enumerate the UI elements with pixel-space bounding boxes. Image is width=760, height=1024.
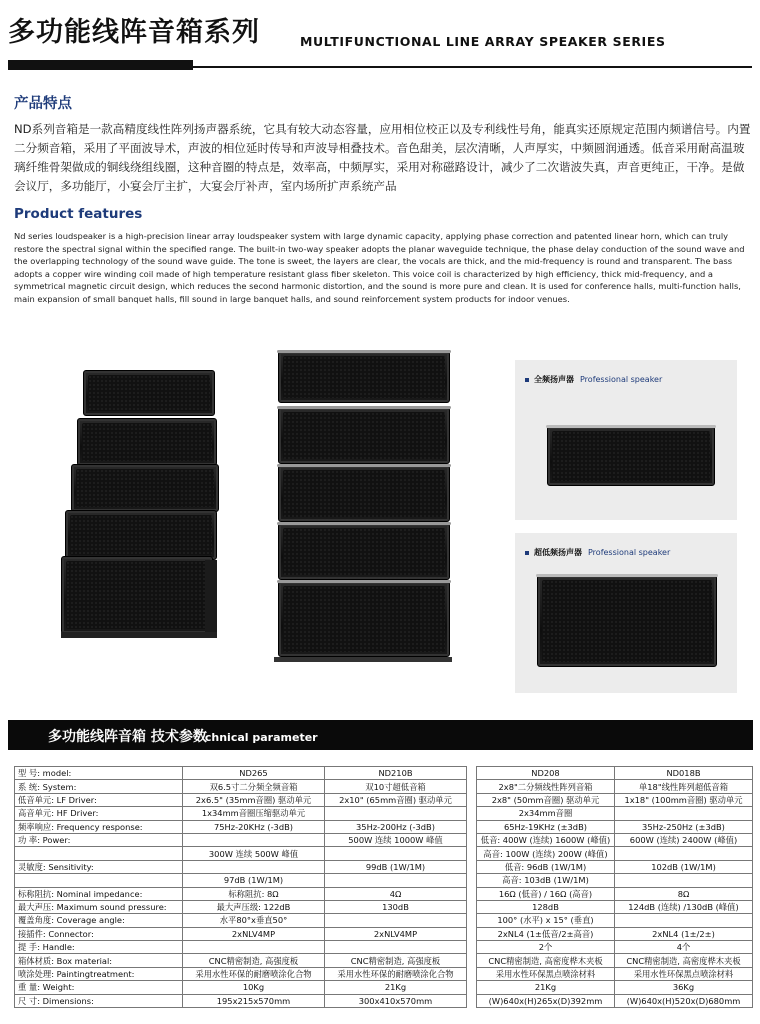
table-row	[15, 954, 467, 967]
spec-value-cell	[325, 914, 467, 927]
spec-value-cell: 75Hz-20KHz (-3dB)	[183, 820, 325, 833]
spec-value-cell	[615, 847, 753, 860]
full-range-speaker-image	[547, 426, 715, 486]
table-row	[477, 927, 753, 940]
spec-value-cell: 高音: 100W (连续) 200W (峰值)	[477, 847, 615, 860]
product-image-stack-left	[55, 360, 225, 650]
spec-value-cell: 35Hz-200Hz (-3dB)	[325, 820, 467, 833]
spec-value-cell: ND018B	[615, 767, 753, 780]
table-row	[15, 981, 467, 994]
spec-value-cell: 采用水性环保黑点喷涂材料	[477, 967, 615, 980]
title-underline-bar	[8, 60, 193, 70]
table-row	[477, 847, 753, 860]
spec-value-cell: CNC精密制造, 高强度板	[183, 954, 325, 967]
spec-value-cell	[325, 807, 467, 820]
full-range-speaker-label: 全频扬声器 Professional speaker	[525, 374, 662, 385]
spec-value-cell: 高音: 103dB (1W/1M)	[477, 874, 615, 887]
table-row	[15, 887, 467, 900]
spec-value-cell	[183, 941, 325, 954]
spec-header-cn: 多功能线阵音箱 技术参数	[48, 729, 207, 745]
spec-value-cell: 4个	[615, 941, 753, 954]
spec-value-cell: 16Ω (低音) / 16Ω (高音)	[477, 887, 615, 900]
spec-value-cell: 195x215x570mm	[183, 994, 325, 1007]
spec-value-cell: CNC精密制造, 高密度桦木夹板	[615, 954, 753, 967]
spec-value-cell: 2x8" (50mm音圈) 驱动单元	[477, 793, 615, 806]
spec-value-cell: 128dB	[477, 900, 615, 913]
spec-value-cell: 2个	[477, 941, 615, 954]
spec-label-cell: 型 号: model:	[15, 767, 183, 780]
spec-value-cell: 4Ω	[325, 887, 467, 900]
spec-label-cell: 覆盖角度: Coverage angle:	[15, 914, 183, 927]
spec-value-cell: 300x410x570mm	[325, 994, 467, 1007]
spec-value-cell: CNC精密制造, 高强度板	[325, 954, 467, 967]
spec-value-cell	[325, 847, 467, 860]
spec-value-cell: 2xNLV4MP	[325, 927, 467, 940]
spec-label-cell: 最大声压: Maximum sound pressure:	[15, 900, 183, 913]
table-row	[477, 833, 753, 846]
table-row	[477, 874, 753, 887]
spec-value-cell: 最大声压级: 122dB	[183, 900, 325, 913]
table-row	[15, 994, 467, 1007]
table-row	[15, 820, 467, 833]
spec-table-left	[14, 766, 467, 1008]
spec-label-cell: 系 统: System:	[15, 780, 183, 793]
spec-value-cell: 130dB	[325, 900, 467, 913]
spec-value-cell: 低音: 96dB (1W/1M)	[477, 860, 615, 873]
spec-value-cell: (W)640x(H)520x(D)680mm	[615, 994, 753, 1007]
page-title: 多功能线阵音箱系列	[8, 17, 260, 48]
spec-value-cell: 500W 连续 1000W 峰值	[325, 833, 467, 846]
table-row	[477, 793, 753, 806]
spec-value-cell	[183, 860, 325, 873]
spec-label-cell: 频率响应: Frequency response:	[15, 820, 183, 833]
spec-value-cell: 2x34mm音圈	[477, 807, 615, 820]
spec-value-cell	[615, 914, 753, 927]
spec-value-cell: 采用水性环保黑点喷涂材料	[615, 967, 753, 980]
features-text-cn: ND系列音箱是一款高精度线性阵列扬声器系统，它具有较大动态容量，应用相位校正以及专利线性号角，能真实还原规定范围内频谱信号。内置二分频音箱，采用了平面波导术，声波的相位延时传导和声波导相叠技术。音色甜美，层次清晰，人声厚实，中频圆润通透。低音采用耐高温玻璃纤维骨架做成的铜线绕组线圈，这种音圈的特点是，效率高，中频厚实，采用对称磁路设计，减少了二次谐波失真，声音更纯正，干净。是做会议厅，多功能厅，小宴会厅主扩，大宴会厅补声，室内场所扩声系统产品	[14, 122, 751, 193]
spec-value-cell: ND208	[477, 767, 615, 780]
spec-value-cell: 低音: 400W (连续) 1600W (峰值)	[477, 833, 615, 846]
spec-value-cell: 97dB (1W/1M)	[183, 874, 325, 887]
product-image-stack-center	[270, 345, 455, 675]
spec-value-cell	[325, 941, 467, 954]
table-row	[15, 914, 467, 927]
bullet-icon	[525, 551, 529, 555]
spec-value-cell	[183, 833, 325, 846]
table-row	[477, 860, 753, 873]
spec-value-cell: ND210B	[325, 767, 467, 780]
spec-value-cell: 36Kg	[615, 981, 753, 994]
spec-value-cell: 2x10" (65mm音圈) 驱动单元	[325, 793, 467, 806]
features-heading-en: Product features	[14, 206, 143, 222]
spec-value-cell: 21Kg	[325, 981, 467, 994]
spec-label-cell: 灵敏度: Sensitivity:	[15, 860, 183, 873]
table-row	[15, 780, 467, 793]
spec-value-cell: CNC精密制造, 高密度桦木夹板	[477, 954, 615, 967]
spec-value-cell: 双10寸超低音箱	[325, 780, 467, 793]
spec-value-cell: 单18"线性阵列超低音箱	[615, 780, 753, 793]
spec-label-cell: 箱体材质: Box material:	[15, 954, 183, 967]
spec-label-cell: 喷涂处理: Paintingtreatment:	[15, 967, 183, 980]
table-row	[477, 981, 753, 994]
spec-label-cell: 接插件: Connector:	[15, 927, 183, 940]
spec-value-cell: 水平80°x垂直50°	[183, 914, 325, 927]
spec-label-cell: 尺 寸: Dimensions:	[15, 994, 183, 1007]
table-row	[477, 914, 753, 927]
spec-value-cell: 300W 连续 500W 峰值	[183, 847, 325, 860]
spec-value-cell: 102dB (1W/1M)	[615, 860, 753, 873]
spec-header-title	[48, 726, 318, 746]
spec-value-cell	[615, 807, 753, 820]
table-row	[15, 967, 467, 980]
spec-label-cell: 功 率: Power:	[15, 833, 183, 846]
page-subtitle: MULTIFUNCTIONAL LINE ARRAY SPEAKER SERIES	[300, 34, 666, 49]
bullet-icon	[525, 378, 529, 382]
table-row	[15, 941, 467, 954]
table-row	[15, 860, 467, 873]
table-row	[477, 767, 753, 780]
spec-table-right	[476, 766, 753, 1008]
table-row	[477, 954, 753, 967]
table-row	[477, 941, 753, 954]
features-text-en: Nd series loudspeaker is a high-precision linear array loudspeaker system with large dynamic capacity, applying phase correction and patented linear horn, which can truly restore the spectral signal within the specified range. The built-in two-way speaker adopts the planar waveguide technique, the phase delay conduction of the sound wave and the overlapping technology of the sound wave guide. The tone is sweet, the layers are clear, the vocals are thick, and the mid-frequency is round and transparent. The bass adopts a copper wire winding coil made of high temperature resistant glass fiber skeleton. This voice coil is characterized by high efficiency, thick mid-frequency, and a symmetrical magnetic circuit design, which reduces the second harmonic distortion, and the sound is more pure and clean. It is used for conference halls, multi-function halls, main expansion of small banquet halls, fill sound in large banquet halls, and sound reinforcement system products for indoor venues.	[14, 231, 745, 304]
subwoofer-panel	[515, 533, 737, 693]
spec-value-cell: 双6.5寸二分频全频音箱	[183, 780, 325, 793]
spec-label-cell	[15, 874, 183, 887]
table-row	[477, 820, 753, 833]
spec-label-cell: 重 量: Weight:	[15, 981, 183, 994]
spec-value-cell: 8Ω	[615, 887, 753, 900]
spec-header-en: chnical parameter	[204, 731, 318, 744]
full-range-speaker-panel	[515, 360, 737, 520]
spec-value-cell: 600W (连续) 2400W (峰值)	[615, 833, 753, 846]
spec-label-cell: 低音单元: LF Driver:	[15, 793, 183, 806]
spec-value-cell: 1x34mm音圈压缩驱动单元	[183, 807, 325, 820]
table-row	[15, 807, 467, 820]
spec-value-cell: 2xNL4 (1±/2±)	[615, 927, 753, 940]
subwoofer-image	[537, 575, 717, 667]
spec-value-cell	[325, 874, 467, 887]
table-row	[15, 833, 467, 846]
spec-value-cell: 2xNLV4MP	[183, 927, 325, 940]
table-row	[477, 780, 753, 793]
spec-value-cell: 99dB (1W/1M)	[325, 860, 467, 873]
spec-value-cell: 100° (水平) x 15° (垂直)	[477, 914, 615, 927]
spec-value-cell: ND265	[183, 767, 325, 780]
table-row	[477, 967, 753, 980]
table-row	[15, 793, 467, 806]
title-underline-rule	[193, 66, 752, 68]
table-row	[477, 994, 753, 1007]
table-row	[477, 900, 753, 913]
spec-value-cell: 124dB (连续) /130dB (峰值)	[615, 900, 753, 913]
table-row	[15, 900, 467, 913]
spec-label-cell: 高音单元: HF Driver:	[15, 807, 183, 820]
table-row	[15, 847, 467, 860]
spec-value-cell	[615, 874, 753, 887]
spec-label-cell: 标称阻抗: Nominal impedance:	[15, 887, 183, 900]
spec-value-cell: 21Kg	[477, 981, 615, 994]
table-row	[477, 887, 753, 900]
features-heading-cn: 产品特点	[14, 96, 72, 112]
spec-value-cell: (W)640x(H)265x(D)392mm	[477, 994, 615, 1007]
spec-value-cell: 1x18" (100mm音圈) 驱动单元	[615, 793, 753, 806]
spec-value-cell: 标称阻抗: 8Ω	[183, 887, 325, 900]
spec-label-cell	[15, 847, 183, 860]
spec-value-cell: 2x8"二分频线性阵列音箱	[477, 780, 615, 793]
spec-value-cell: 10Kg	[183, 981, 325, 994]
subwoofer-label: 超低频扬声器 Professional speaker	[525, 547, 670, 558]
spec-value-cell: 2x6.5" (35mm音圈) 驱动单元	[183, 793, 325, 806]
table-row	[15, 927, 467, 940]
table-row	[477, 807, 753, 820]
table-row	[15, 874, 467, 887]
table-row	[15, 767, 467, 780]
spec-value-cell: 2xNL4 (1±低音/2±高音)	[477, 927, 615, 940]
spec-label-cell: 提 手: Handle:	[15, 941, 183, 954]
spec-value-cell: 采用水性环保的耐磨喷涂化合物	[325, 967, 467, 980]
spec-value-cell: 65Hz-19KHz (±3dB)	[477, 820, 615, 833]
spec-value-cell: 采用水性环保的耐磨喷涂化合物	[183, 967, 325, 980]
spec-value-cell: 35Hz-250Hz (±3dB)	[615, 820, 753, 833]
